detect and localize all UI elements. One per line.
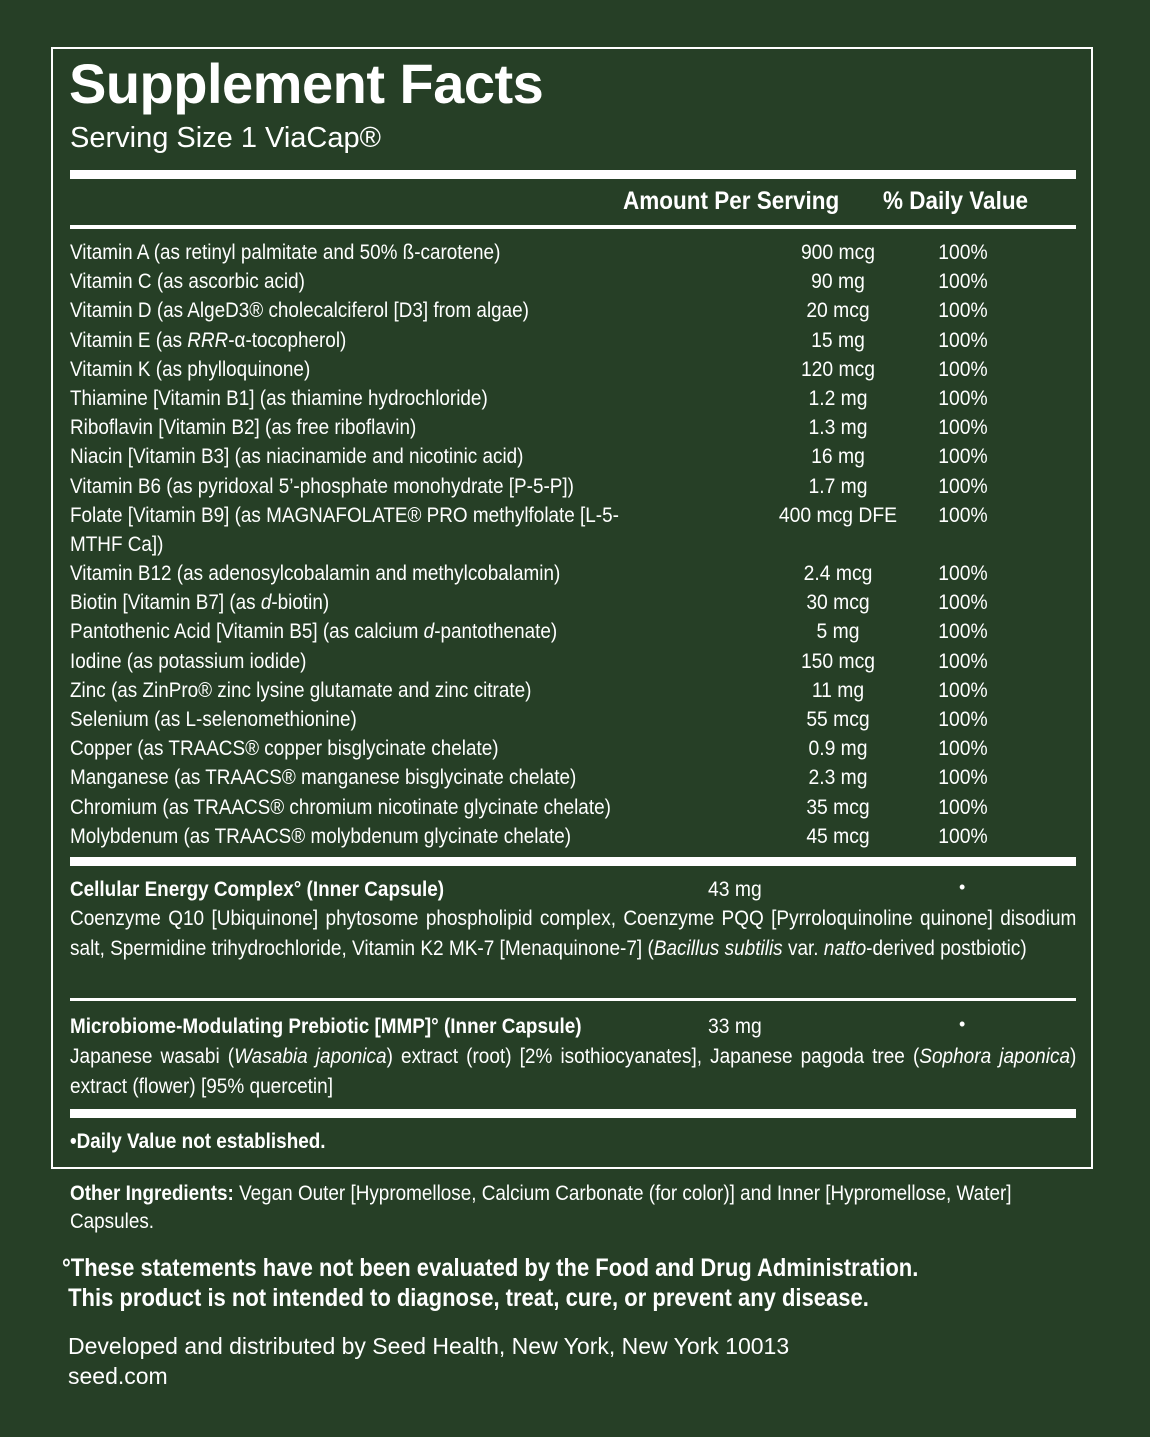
nutrient-row (70, 822, 1076, 851)
header-rule (70, 225, 1076, 229)
blend-title: Microbiome-Modulating Prebiotic [MMP]° (Inner Capsule) (70, 1015, 582, 1038)
serving-size: Serving Size 1 ViaCap® (70, 122, 381, 154)
nutrient-amount: 1.2 mg (808, 386, 868, 410)
nutrient-row (70, 676, 1076, 705)
nutrient-amount: 45 mcg (806, 824, 870, 848)
blend-description: Japanese wasabi (Wasabia japonica) extract (root) [2% isothiocyanates], Japanese pagoda tree (Sophora japonica) extract (flower) [95% quercetin] (70, 1045, 1077, 1098)
nutrient-name: Copper (as TRAACS® copper bisglycinate chelate) (70, 737, 499, 761)
nutrient-name: Vitamin B6 (as pyridoxal 5’-phosphate monohydrate [P-5-P]) (70, 474, 574, 498)
nutrient-amount: 30 mcg (806, 591, 870, 615)
nutrient-amount: 150 mcg (800, 649, 876, 673)
nutrient-daily-value: 100% (938, 737, 988, 761)
nutrient-daily-value: 100% (938, 328, 988, 352)
disclaimer-line-1: °These statements have not been evaluated by the Food and Drug Administration. (62, 1254, 919, 1282)
nutrient-daily-value: 100% (938, 591, 988, 615)
blend-title: Cellular Energy Complex° (Inner Capsule) (70, 878, 445, 901)
other-ingredients-label: Other Ingredients: (70, 1182, 234, 1205)
nutrient-amount: 1.7 mg (808, 474, 868, 498)
nutrient-row (70, 238, 1076, 267)
nutrient-daily-value: 100% (938, 795, 988, 819)
fda-disclaimer (62, 1253, 918, 1313)
nutrient-name: Molybdenum (as TRAACS® molybdenum glycinate chelate) (70, 824, 572, 848)
nutrient-daily-value: 100% (938, 386, 988, 410)
header-daily-value: % Daily Value (883, 187, 1029, 215)
nutrient-daily-value: 100% (938, 416, 988, 440)
thick-rule-nutrients (70, 857, 1076, 866)
blend-desc-italic: Bacillus subtilis (653, 936, 783, 960)
nutrient-amount: 900 mcg (800, 241, 876, 264)
nutrient-name-italic: RRR (187, 328, 229, 352)
nutrient-name-italic: d (260, 591, 272, 615)
nutrient-amount: 120 mcg (800, 357, 876, 381)
nutrient-name: Iodine (as potassium iodide) (70, 649, 307, 673)
nutrient-row (70, 705, 1076, 734)
nutrient-row (70, 296, 1076, 325)
nutrient-row (70, 413, 1076, 442)
nutrient-amount: 2.3 mg (808, 766, 868, 790)
nutrient-name: Manganese (as TRAACS® manganese bisglycinate chelate) (70, 766, 577, 790)
nutrient-name: Thiamine [Vitamin B1] (as thiamine hydrochloride) (70, 386, 488, 410)
nutrient-amount: 400 mcg DFE (778, 503, 898, 527)
nutrient-row (70, 267, 1076, 296)
nutrient-row (70, 384, 1076, 413)
blend-desc-italic: Wasabia japonica (234, 1045, 387, 1068)
nutrient-daily-value: 100% (938, 649, 988, 673)
nutrient-amount: 16 mg (811, 445, 865, 469)
nutrient-row (70, 734, 1076, 763)
nutrient-name: Biotin [Vitamin B7] (as d-biotin) (70, 591, 330, 615)
thick-rule-bottom (70, 1109, 1076, 1118)
nutrient-amount: 11 mg (811, 678, 865, 702)
nutrient-name: Vitamin A (as retinyl palmitate and 50% ß-carotene) (70, 241, 501, 264)
blend-desc-part: Coenzyme Q10 [Ubiquinone] phytosome phospholipid complex, Coenzyme PQQ [Pyrroloquinoline quinone] disodium salt, Spermidine trihydrochloride, Vitamin K2 MK-7 [Menaquinone-7] ( (70, 907, 1077, 960)
nutrient-row (70, 442, 1076, 471)
nutrient-name: Vitamin K (as phylloquinone) (70, 357, 311, 381)
nutrient-row (70, 647, 1076, 676)
blend-desc-italic: Sophora japonica (919, 1045, 1071, 1068)
thick-rule-top (70, 170, 1076, 179)
nutrient-amount: 1.3 mg (808, 416, 868, 440)
nutrient-name-italic: d (423, 620, 435, 644)
nutrient-name: Pantothenic Acid [Vitamin B5] (as calcium d-pantothenate) (70, 620, 558, 644)
blend-dv-bullet: • (959, 877, 966, 897)
nutrient-name: Vitamin D (as AlgeD3® cholecalciferol [D3] from algae) (70, 299, 529, 323)
nutrient-amount: 20 mcg (806, 299, 870, 323)
distributor-line: Developed and distributed by Seed Health, New York, New York 10013 (68, 1333, 790, 1359)
nutrient-list (70, 238, 1076, 851)
nutrient-daily-value: 100% (938, 474, 988, 498)
nutrient-daily-value: 100% (938, 241, 988, 264)
other-ingredients (70, 1180, 1051, 1236)
nutrient-name: Niacin [Vitamin B3] (as niacinamide and nicotinic acid) (70, 445, 524, 469)
nutrient-amount: 55 mcg (806, 708, 870, 732)
blend-desc-italic: natto (823, 936, 867, 960)
blend-amount: 43 mg (708, 878, 762, 901)
nutrient-amount: 15 mg (811, 328, 865, 352)
label-title: Supplement Facts (69, 52, 544, 115)
nutrient-row (70, 588, 1076, 617)
blend-description: Coenzyme Q10 [Ubiquinone] phytosome phospholipid complex, Coenzyme PQQ [Pyrroloquinoline quinone] disodium salt, Spermidine trihydrochloride, Vitamin K2 MK-7 [Menaquinone-7] (Bacillus subtilis var. natto-derived postbiotic) (70, 907, 1077, 960)
nutrient-daily-value: 100% (938, 708, 988, 732)
nutrient-row (70, 617, 1076, 646)
nutrient-name: Selenium (as L-selenomethionine) (70, 708, 357, 732)
nutrient-name: Zinc (as ZinPro® zinc lysine glutamate and zinc citrate) (70, 678, 532, 702)
nutrient-daily-value: 100% (938, 562, 988, 586)
nutrient-row (70, 501, 1076, 559)
nutrient-amount: 90 mg (811, 270, 865, 294)
nutrient-name: Vitamin C (as ascorbic acid) (70, 270, 305, 294)
nutrient-name: Vitamin B12 (as adenosylcobalamin and methylcobalamin) (70, 562, 561, 586)
nutrient-row (70, 559, 1076, 588)
nutrient-row (70, 763, 1076, 792)
nutrient-amount: 35 mcg (806, 795, 870, 819)
nutrient-daily-value: 100% (938, 357, 988, 381)
nutrient-daily-value: 100% (938, 620, 988, 644)
nutrient-daily-value: 100% (938, 766, 988, 790)
nutrient-row (70, 326, 1076, 355)
nutrient-daily-value: 100% (938, 678, 988, 702)
nutrient-daily-value: 100% (938, 299, 988, 323)
blend-divider (70, 998, 1076, 1001)
nutrient-daily-value: 100% (938, 824, 988, 848)
nutrient-amount: 5 mg (816, 620, 860, 644)
nutrient-name: Folate [Vitamin B9] (as MAGNAFOLATE® PRO methylfolate [L-5-MTHF Ca]) (70, 503, 619, 556)
nutrient-name: Riboflavin [Vitamin B2] (as free riboflavin) (70, 416, 417, 440)
website-link[interactable]: seed.com (68, 1363, 168, 1389)
blend-dv-bullet: • (959, 1014, 966, 1034)
nutrient-name: Vitamin E (as RRR-α-tocopherol) (70, 328, 347, 352)
nutrient-row (70, 355, 1076, 384)
header-amount: Amount Per Serving (623, 187, 840, 215)
nutrient-daily-value: 100% (938, 270, 988, 294)
nutrient-daily-value: 100% (938, 445, 988, 469)
nutrient-amount: 2.4 mcg (803, 562, 873, 586)
nutrient-name: Chromium (as TRAACS® chromium nicotinate glycinate chelate) (70, 795, 611, 819)
daily-value-footnote: •Daily Value not established. (70, 1130, 326, 1153)
nutrient-row (70, 793, 1076, 822)
nutrient-daily-value: 100% (938, 503, 988, 527)
blend-amount: 33 mg (708, 1015, 762, 1038)
nutrient-row (70, 472, 1076, 501)
other-ingredients-text: Vegan Outer [Hypromellose, Calcium Carbonate (for color)] and Inner [Hypromellose, Water] Capsules. (70, 1182, 1012, 1233)
nutrient-amount: 0.9 mg (808, 737, 868, 761)
disclaimer-line-2: This product is not intended to diagnose, treat, cure, or prevent any disease. (62, 1284, 869, 1312)
